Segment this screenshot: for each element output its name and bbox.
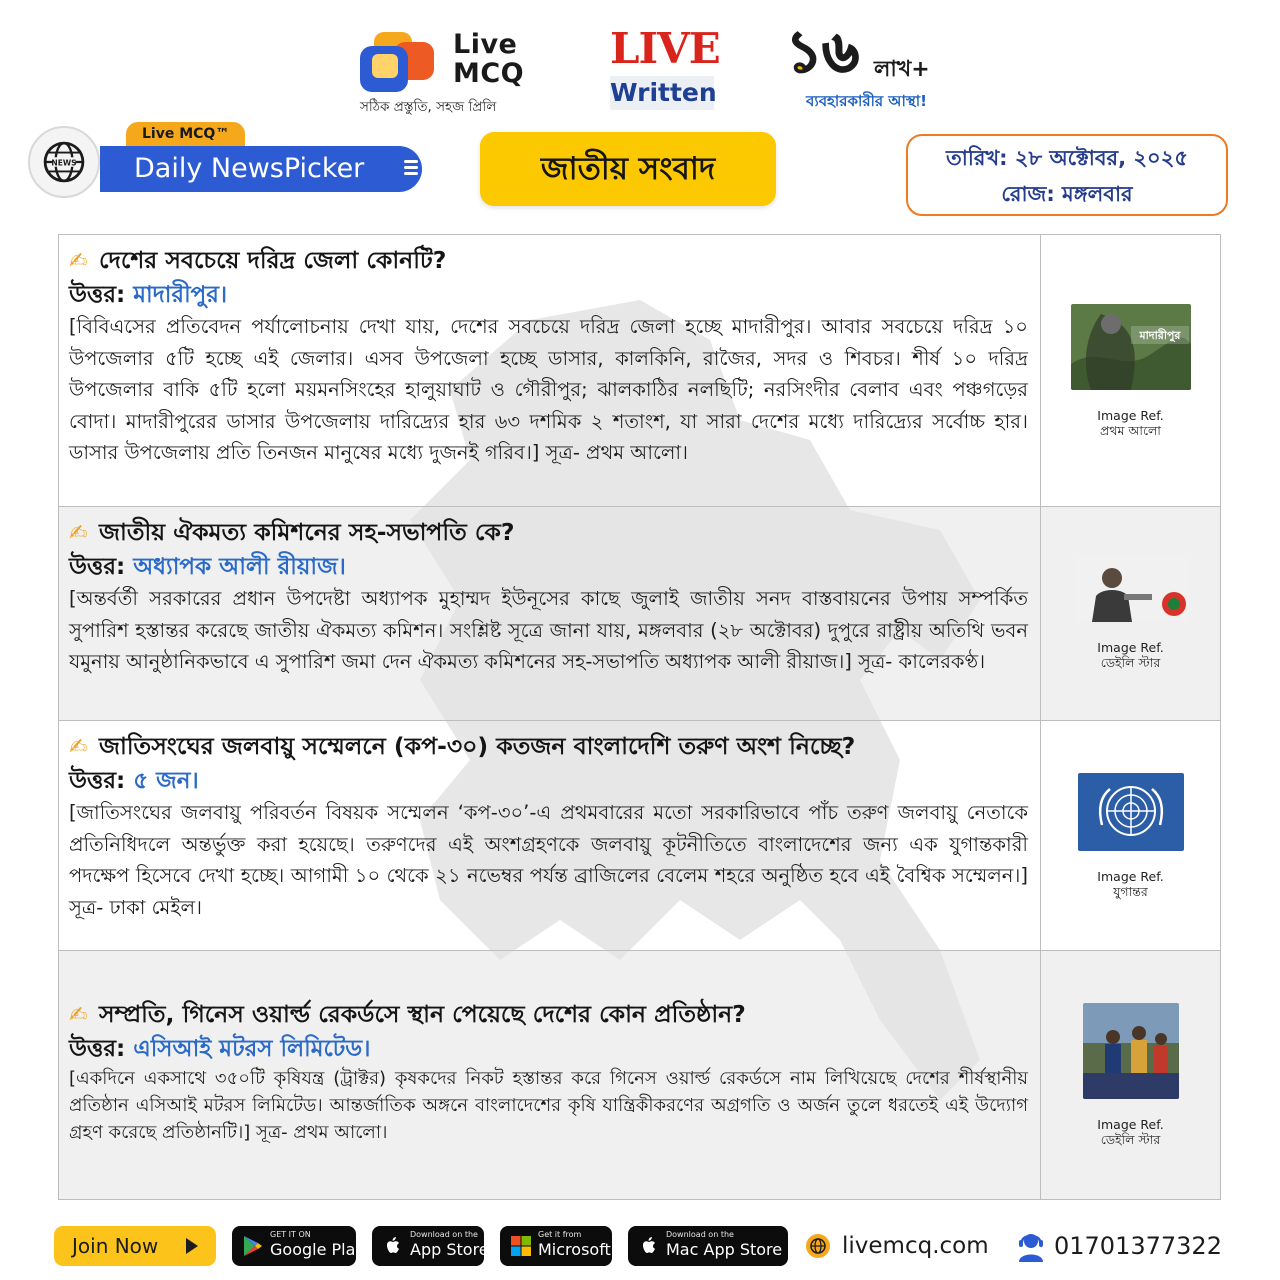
un-emblem-thumbnail[interactable] [1078, 773, 1184, 851]
mac-app-store-button[interactable]: Download on the Mac App Store [628, 1226, 788, 1266]
date-box [906, 134, 1228, 216]
brand-name-line1: Live [453, 29, 518, 60]
livemcq-logo-mark [360, 32, 440, 94]
qa-text-cell [59, 951, 1041, 1199]
support-agent-icon [1016, 1230, 1046, 1262]
user-count-badge [786, 19, 976, 116]
image-cell [1041, 721, 1220, 950]
microsoft-store-button[interactable]: Get it from Microsoft [500, 1226, 612, 1266]
app-store-button[interactable]: Download on the App Store [372, 1226, 484, 1266]
date-text: তারিখ: ২৮ অক্টোবর, ২০২৫ [945, 146, 1188, 170]
google-play-icon [241, 1234, 265, 1258]
newspicker-title-bar [100, 146, 422, 192]
menu-lines-icon [404, 160, 418, 178]
writing-hand-icon: ✍ [69, 249, 88, 274]
day-text: রোজ: মঙ্গলবার [1001, 182, 1133, 206]
livemcq-logo [360, 30, 550, 120]
user-count-number: ১৬ [786, 19, 859, 85]
live-label: LIVE [610, 24, 720, 73]
qa-item [59, 721, 1220, 951]
answer: উত্তর: মাদারীপুর। [69, 282, 228, 308]
image-ref: Image Ref. যুগান্তর [1097, 868, 1164, 899]
footer: Join Now GET IT ON Google Play Download on the App Store Get it from Microsoft Download on the Mac App Store livemcq.com 01701377322 [54, 1224, 1224, 1268]
question: ✍ জাতীয় ঐকমত্য কমিশনের সহ-সভাপতি কে? [69, 515, 1028, 551]
thumbnail-caption: মাদারীপুর [1139, 328, 1180, 342]
qa-item [59, 507, 1220, 721]
news-thumbnail[interactable] [1071, 304, 1191, 390]
news-globe-icon [28, 126, 100, 198]
brand-name [453, 30, 524, 88]
image-ref: Image Ref. ডেইলি স্টার [1097, 1117, 1164, 1147]
apple-icon [381, 1234, 405, 1258]
writing-hand-icon: ✍ [69, 521, 88, 546]
answer-detail: [অন্তর্বর্তী সরকারের প্রধান উপদেষ্টা অধ্যাপক মুহাম্মদ ইউনূসের কাছে জুলাই জাতীয় সনদ বাস্তবায়নের উপায় সম্পর্কিত সুপারিশ হস্তান্তর করেছে জাতীয় ঐকমত্য কমিশন। সংশ্লিষ্ট সূত্রে জানা যায়, মঙ্গলবার (২৮ অক্টোবর) দুপুরে রাষ্ট্রীয় অতিথি ভবন যমুনায় আনুষ্ঠানিকভাবে এ সুপারিশ জমা দেন ঐকমত্য কমিশনের সহ-সভাপতি অধ্যাপক আলী রীয়াজ।] সূত্র- কালেরকণ্ঠ। [69, 587, 1028, 673]
image-ref: Image Ref. ডেইলি স্টার [1097, 639, 1164, 670]
answer-detail: [একদিনে একসাথে ৩৫০টি কৃষিযন্ত্র (ট্রাক্টর) কৃষকদের নিকট হস্তান্তর করে গিনেস ওয়ার্ল্ড রেকর্ডসে নাম লিখিয়েছে দেশের শীর্ষস্থানীয় প্রতিষ্ঠান এসিআই মটরস লিমিটেড। আন্তর্জাতিক অঙ্গনে বাংলাদেশের কৃষি যান্ত্রিকীকরণের অগ্রগতি ও অর্জন তুলে ধরতেই এই উদ্যোগ গ্রহণ করেছে প্রতিষ্ঠানটি।] সূত্র- প্রথম আলো। [69, 1068, 1028, 1143]
writing-hand-icon: ✍ [69, 1003, 88, 1028]
image-cell [1041, 951, 1220, 1199]
qa-item [59, 235, 1220, 507]
brand-name-line2: MCQ [453, 58, 525, 89]
image-ref: Image Ref. প্রথম আলো [1097, 407, 1164, 438]
answer-detail: [জাতিসংঘের জলবায়ু পরিবর্তন বিষয়ক সম্মেলন ‘কপ-৩০’-এ প্রথমবারের মতো সরকারিভাবে পাঁচ তরুণ জলবায়ু নেতাকে প্রতিনিধিদলে অন্তর্ভুক্ত করা হয়েছে। তরুণদের এই অংশগ্রহণকে জলবায়ু কূটনীতিতে বাংলাদেশের জন্য এক যুগান্তকারী পদক্ষেপ হিসেবে দেখা হচ্ছে। আগামী ১০ থেকে ২১ নভেম্বর পর্যন্ত ব্রাজিলের বেলেম শহরে অনুষ্ঠিত হবে এই বৈশ্বিক সম্মেলন।] সূত্র- ঢাকা মেইল। [69, 801, 1028, 919]
written-label: Written [610, 76, 714, 110]
daily-newspicker-logo [28, 122, 400, 196]
section-title: জাতীয় সংবাদ [480, 132, 776, 206]
answer: উত্তর: অধ্যাপক আলী রীয়াজ। [69, 554, 346, 580]
qa-item [59, 951, 1220, 1199]
question: ✍ দেশের সবচেয়ে দরিদ্র জেলা কোনটি? [69, 243, 1028, 279]
image-cell [1041, 507, 1220, 720]
live-written-logo [610, 24, 720, 116]
google-play-button[interactable]: GET IT ON Google Play [232, 1226, 356, 1266]
answer-detail: [বিবিএসের প্রতিবেদন পর্যালোচনায় দেখা যায়, দেশের সবচেয়ে দরিদ্র জেলা হচ্ছে মাদারীপুর। আবার সবচেয়ে দরিদ্র ১০ উপজেলার ৫টি হচ্ছে এই জেলার। এসব উপজেলা হচ্ছে ডাসার, কালকিনি, রাজৈর, সদর ও শিবচর। শীর্ষ ১০ দরিদ্র উপজেলার বাকি ৫টি হলো ময়মনসিংহের হালুয়াঘাট ও গৌরীপুর; ঝালকাঠির নলছিটি; নরসিংদীর বেলাব এবং পঞ্চগড়ের বোদা। মাদারীপুরের ডাসার উপজেলায় দারিদ্র্যের হার ৬৩ দশমিক ২ শতাংশ, যা সারা দেশের মধ্যে দারিদ্র্যের সর্বোচ্চ হার। ডাসার উপজেলায় প্রতি তিনজন মানুষের মধ্যে দুজনই গরিব।] সূত্র- প্রথম আলো। [69, 315, 1028, 464]
question: ✍ সম্প্রতি, গিনেস ওয়ার্ল্ড রেকর্ডসে স্থান পেয়েছে দেশের কোন প্রতিষ্ঠান? [69, 997, 1028, 1033]
apple-icon [637, 1234, 661, 1258]
answer: উত্তর: ৫ জন। [69, 768, 199, 794]
newspicker-title: Daily NewsPicker [134, 153, 365, 184]
microsoft-icon [509, 1234, 533, 1258]
writing-hand-icon: ✍ [69, 735, 88, 760]
globe-icon [806, 1234, 830, 1258]
play-arrow-icon [186, 1238, 198, 1254]
news-qa-table [58, 234, 1221, 1200]
answer: উত্তর: এসিআই মটরস লিমিটেড। [69, 1036, 371, 1062]
news-thumbnail[interactable] [1083, 1003, 1179, 1099]
qa-text-cell [59, 721, 1041, 950]
user-count-caption: ব্যবহারকারীর আস্থা! [806, 92, 928, 110]
newspicker-badge: Live MCQ™ [126, 122, 245, 146]
user-count-suffix: লাখ+ [874, 57, 930, 82]
news-thumbnail[interactable] [1074, 558, 1188, 622]
qa-text-cell [59, 507, 1041, 720]
question: ✍ জাতিসংঘের জলবায়ু সম্মেলনে (কপ-৩০) কতজন বাংলাদেশি তরুণ অংশ নিচ্ছে? [69, 729, 1028, 765]
brand-tagline: সঠিক প্রস্তুতি, সহজ প্রিলি [360, 99, 497, 115]
qa-text-cell [59, 235, 1041, 506]
globe-label: NEWS [51, 158, 77, 168]
join-now-button[interactable]: Join Now [54, 1226, 216, 1266]
image-cell [1041, 235, 1220, 506]
